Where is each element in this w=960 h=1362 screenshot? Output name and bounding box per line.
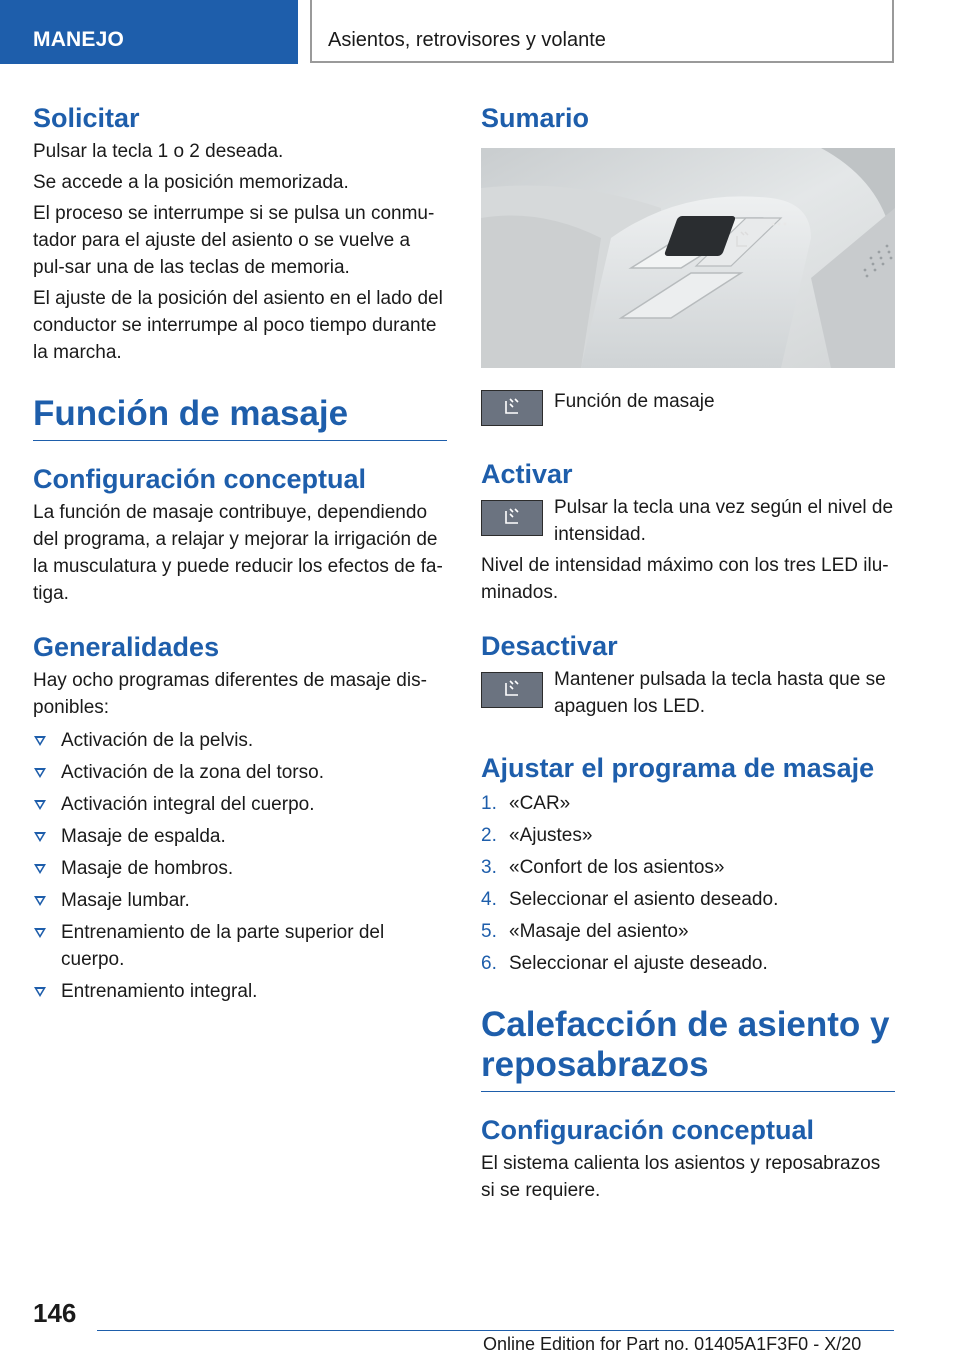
- step-number: 3.: [481, 857, 497, 878]
- icon-row-sumario: [481, 388, 895, 428]
- triangle-bullet-icon: [34, 864, 46, 874]
- seat-panel-photo: [481, 148, 895, 368]
- heading-sumario: Sumario: [481, 103, 590, 133]
- heading-calefaccion: Calefacción de asiento y reposabrazos: [481, 1005, 895, 1092]
- icon-row-text: Pulsar la tecla una vez según el nivel de intensidad.: [554, 497, 894, 545]
- triangle-bullet-icon: [34, 987, 46, 997]
- list-item: [481, 790, 895, 817]
- icon-row-activar: [481, 494, 895, 548]
- list-item-text: Masaje de espalda.: [61, 826, 226, 847]
- header-chapter-label: Asientos, retrovisores y volante: [328, 29, 606, 51]
- step-text: «Confort de los asientos»: [509, 857, 725, 878]
- list-item: [33, 759, 447, 786]
- triangle-bullet-icon: [34, 736, 46, 746]
- list-item-text: Masaje de hombros.: [61, 858, 234, 879]
- heading-ajustar-programa: Ajustar el programa de masaje: [481, 753, 875, 783]
- heading-generalidades: Generalidades: [33, 632, 220, 662]
- paragraph: Se accede a la posición memorizada.: [33, 172, 349, 193]
- step-number: 1.: [481, 793, 497, 814]
- massage-key-icon: [481, 390, 543, 426]
- heading-configuracion-calefaccion: Configuración conceptual: [481, 1115, 815, 1145]
- list-item: [481, 886, 895, 913]
- seat-panel-illustration: [481, 148, 895, 368]
- page-number: 146: [33, 1298, 77, 1328]
- triangle-bullet-icon: [34, 896, 46, 906]
- heading-configuracion: Configuración conceptual: [33, 464, 367, 494]
- paragraph: Nivel de intensidad máximo con los tres LED ilu-minados.: [481, 555, 889, 603]
- step-text: «Ajustes»: [509, 825, 593, 846]
- step-number: 5.: [481, 921, 497, 942]
- step-text: «Masaje del asiento»: [509, 921, 689, 942]
- paragraph: El ajuste de la posición del asiento en el lado del conductor se interrumpe al poco tiempo durante la marcha.: [33, 288, 443, 363]
- list-item: [33, 887, 447, 914]
- paragraph: Pulsar la tecla 1 o 2 deseada.: [33, 141, 284, 162]
- header-section-tab: [0, 0, 298, 64]
- footer-edition: Online Edition for Part no. 01405A1F3F0 - X/20: [483, 1334, 862, 1354]
- right-column: [481, 100, 895, 1204]
- list-item: [33, 791, 447, 818]
- list-item: [481, 822, 895, 849]
- paragraph: El sistema calienta los asientos y reposabrazos si se requiere.: [481, 1153, 881, 1201]
- paragraph: Hay ocho programas diferentes de masaje dis-ponibles:: [33, 670, 427, 718]
- steps-list: [481, 790, 895, 977]
- heading-activar: Activar: [481, 459, 573, 489]
- paragraph: La función de masaje contribuye, dependiendo del programa, a relajar y mejorar la irrigación de la musculatura y puede reducir los efectos de fa-tiga.: [33, 502, 443, 604]
- list-item: [481, 918, 895, 945]
- icon-row-text: Mantener pulsada la tecla hasta que se apaguen los LED.: [554, 669, 886, 717]
- list-item-text: Activación integral del cuerpo.: [61, 794, 315, 815]
- list-item-text: Entrenamiento integral.: [61, 981, 258, 1002]
- step-text: Seleccionar el asiento deseado.: [509, 889, 779, 910]
- triangle-bullet-icon: [34, 768, 46, 778]
- footer-divider: [97, 1330, 894, 1331]
- list-item: [33, 823, 447, 850]
- step-number: 6.: [481, 953, 497, 974]
- header-chapter-tab: [310, 0, 894, 63]
- triangle-bullet-icon: [34, 832, 46, 842]
- list-item: [33, 978, 447, 1005]
- heading-funcion-de-masaje: Función de masaje: [33, 394, 447, 441]
- massage-key-icon: [481, 672, 543, 708]
- list-item-text: Activación de la zona del torso.: [61, 762, 324, 783]
- paragraph: El proceso se interrumpe si se pulsa un conmu-tador para el ajuste del asiento o se vuelve a pul-sar una de las teclas de memoria.: [33, 203, 435, 278]
- program-list: [33, 727, 447, 1005]
- triangle-bullet-icon: [34, 928, 46, 938]
- step-text: «CAR»: [509, 793, 571, 814]
- list-item: [481, 854, 895, 881]
- header-section-label: MANEJO: [33, 28, 125, 51]
- list-item: [481, 950, 895, 977]
- icon-row-desactivar: [481, 666, 895, 720]
- list-item-text: Entrenamiento de la parte superior del cuerpo.: [61, 922, 385, 970]
- heading-solicitar: Solicitar: [33, 103, 140, 133]
- massage-key-icon: [481, 500, 543, 536]
- heading-desactivar: Desactivar: [481, 631, 618, 661]
- step-number: 4.: [481, 889, 497, 910]
- list-item: [33, 919, 447, 973]
- list-item: [33, 855, 447, 882]
- list-item-text: Masaje lumbar.: [61, 890, 190, 911]
- list-item: [33, 727, 447, 754]
- icon-row-label: Función de masaje: [554, 391, 715, 412]
- step-text: Seleccionar el ajuste deseado.: [509, 953, 768, 974]
- triangle-bullet-icon: [34, 800, 46, 810]
- left-column: [33, 100, 447, 1010]
- list-item-text: Activación de la pelvis.: [61, 730, 254, 751]
- step-number: 2.: [481, 825, 497, 846]
